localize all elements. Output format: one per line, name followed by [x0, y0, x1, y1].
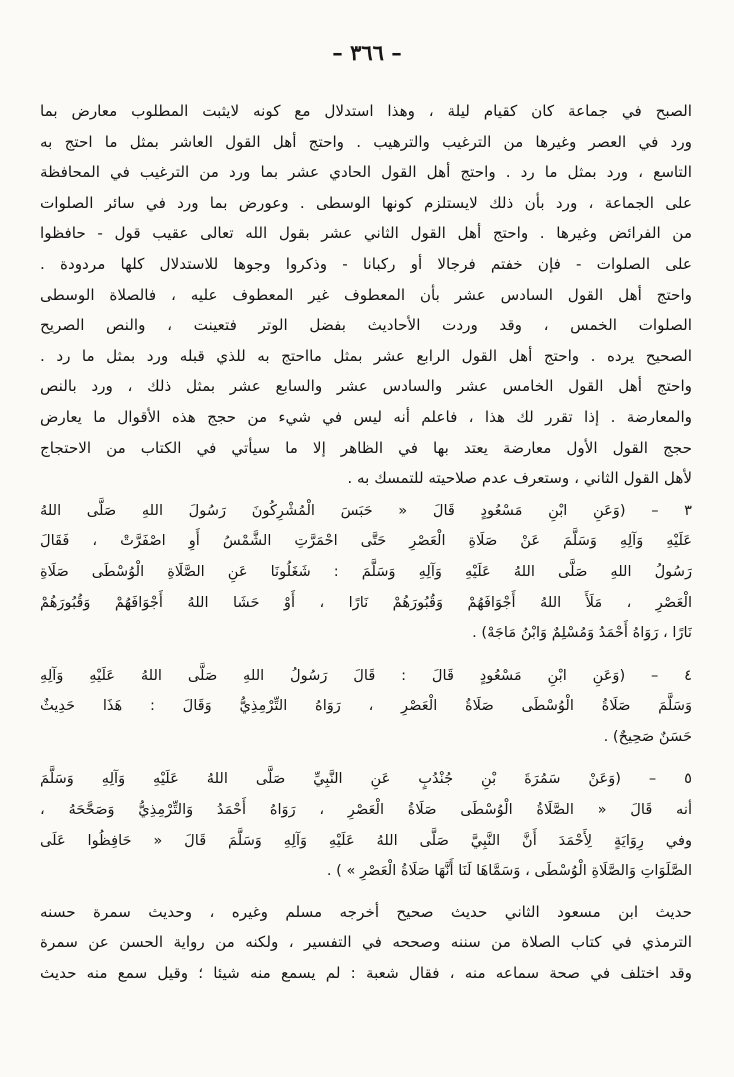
text-line: التاسع ، ورد بمثل ما رد . واحتج أهل القول الحادي عشر بما ورد من الترغيب في المحافظة	[40, 163, 692, 182]
hadith-5	[40, 764, 692, 886]
commentary-paragraph	[40, 96, 692, 494]
spacer	[40, 887, 692, 897]
hadith-line: ٥ – (وَعَنْ سَمُرَةَ بْنِ جُنْدُبٍ عَنِ النَّبِيِّ صَلَّى اللهُ عَلَيْهِ وَآلِهِ وَسَلَّمَ	[40, 770, 692, 788]
text-line: حديث ابن مسعود الثاني حديث صحيح أخرجه مسلم وغيره ، وحديث سمرة حسنه	[40, 902, 692, 921]
page-number: – ٣٦٦ –	[332, 40, 402, 65]
text-line: وقد اختلف في صحة سماعه منه ، فقال شعبة : لم يسمع منه شيئا ؛ وقيل سمع منه حديث	[40, 964, 692, 983]
hadith-line: وَسَلَّمَ صَلَاةُ الْوُسْطَى صَلَاةُ الْعَصْرِ ، رَوَاهُ التِّرْمِذِيُّ وَقَالَ : هَذَا حَدِيثٌ	[40, 697, 692, 715]
hadith-4	[40, 661, 692, 753]
hadith-line: نَارًا ، رَوَاهُ أَحْمَدُ وَمُسْلِمٌ وَابْنُ مَاجَهْ) .	[472, 624, 692, 642]
commentary-paragraph	[40, 897, 692, 989]
text-line: حجج القول الأول معارضة يعتد بها في الظاهر إلا ما سيأتي في الكتاب من الاحتجاج	[40, 438, 692, 457]
hadith-line: الْعَصْرِ ، مَلَأَ اللهُ أَجْوَافَهُمْ وَقُبُورَهُمْ نَارًا ، أَوْ حَشَا اللهُ أَجْوَافَهُمْ وَقُبُورَهُمْ	[40, 593, 692, 611]
hadith-line: وفي رِوَايَةٍ لِأَحْمَدَ أَنَّ النَّبِيَّ صَلَّى اللهُ عَلَيْهِ وَآلِهِ وَسَلَّمَ قَالَ « حَافِظُوا عَلَى	[40, 831, 692, 849]
hadith-line: حَسَنٌ صَحِيحٌ) .	[603, 727, 692, 745]
hadith-line: عَلَيْهِ وَآلِهِ وَسَلَّمَ عَنْ صَلَاةِ الْعَصْرِ حَتَّى احْمَرَّتِ الشَّمْسُ أَوِ اصْفَرَّتْ ، فَقَالَ	[40, 532, 692, 550]
text-line: الترمذي في كتاب الصلاة من سننه وصححه في التفسير ، ولكنه من رواية الحسن عن سمرة	[40, 933, 692, 952]
text-line: لأهل القول الثاني ، وستعرف عدم صلاحيته للتمسك به .	[347, 469, 692, 488]
hadith-line: الصَّلَوَاتِ وَالصَّلَاةِ الْوُسْطَى ، وَسَمَّاهَا لَنَا أَنَّهَا صَلَاةُ الْعَصْرِ » ) .	[326, 862, 692, 880]
hadith-3	[40, 496, 692, 649]
hadith-line: ٣ – (وَعَنِ ابْنِ مَسْعُودٍ قَالَ « حَبَسَ الْمُشْرِكُونَ رَسُولَ اللهِ صَلَّى اللهُ	[40, 501, 692, 519]
text-line: والمعارضة . إذا تقرر لك هذا ، فاعلم أنه ليس في شيء من حجج هذه الأقوال ما يعارض	[40, 407, 692, 426]
text-line: على الصلوات - فإن خفتم فرجالا أو ركبانا - وذكروا وجوها للاستدلال كلها مردودة .	[40, 254, 692, 273]
text-line: واحتج أهل القول السادس عشر بأن المعطوف غير المعطوف عليه ، فالصلاة الوسطى	[40, 285, 692, 304]
hadith-line: أنه قَالَ « الصَّلَاةُ الْوُسْطَى صَلَاةُ الْعَصْرِ ، رَوَاهُ أَحْمَدُ وَالتِّرْمِذِيُّ وَصَحَّحَهُ ،	[40, 801, 692, 819]
text-line: الصحيح يرده . واحتج أهل القول الرابع عشر بمثل مااحتج به للذي قبله ورد بمثل ما رد .	[40, 346, 692, 365]
text-line: الصلوات الخمس ، وقد وردت الأحاديث بفضل الوتر فتعينت ، والنص الصريح	[40, 316, 692, 335]
text-line: الصبح في جماعة كان كقيام ليلة ، وهذا استدلال مع كونه لايثبت المطلوب معارض بما	[40, 102, 692, 120]
hadith-line: رَسُولُ اللهِ صَلَّى اللهُ عَلَيْهِ وَآلِهِ وَسَلَّمَ : شَغَلُونَا عَنِ الصَّلَاةِ الْوُسْطَى صَلَاةِ	[40, 562, 692, 580]
spacer	[40, 649, 692, 659]
text-line: واحتج أهل القول الخامس عشر والسادس عشر والسابع عشر بمثل ذلك ، ورد بالنص	[40, 377, 692, 396]
text-line: على الجماعة ، ورد بأن ذلك لايستلزم كونها الوسطى . وعورض بما ورد في سائر الصلوات	[40, 193, 692, 212]
spacer	[40, 752, 692, 762]
page-body	[40, 96, 692, 989]
text-line: ورد في العصر وغيرها من الترغيب والترهيب . واحتج أهل القول العاشر بمثل ما احتج به	[40, 132, 692, 151]
hadith-line: ٤ – (وَعَنِ ابْنِ مَسْعُودٍ قَالَ : قَالَ رَسُولُ اللهِ صَلَّى اللهُ عَلَيْهِ وَآلِهِ	[40, 666, 692, 684]
text-line: من الفرائض وغيرها . واحتج أهل القول الثاني عشر بقول الله تعالى عقيب قول - حافظوا	[40, 224, 692, 243]
